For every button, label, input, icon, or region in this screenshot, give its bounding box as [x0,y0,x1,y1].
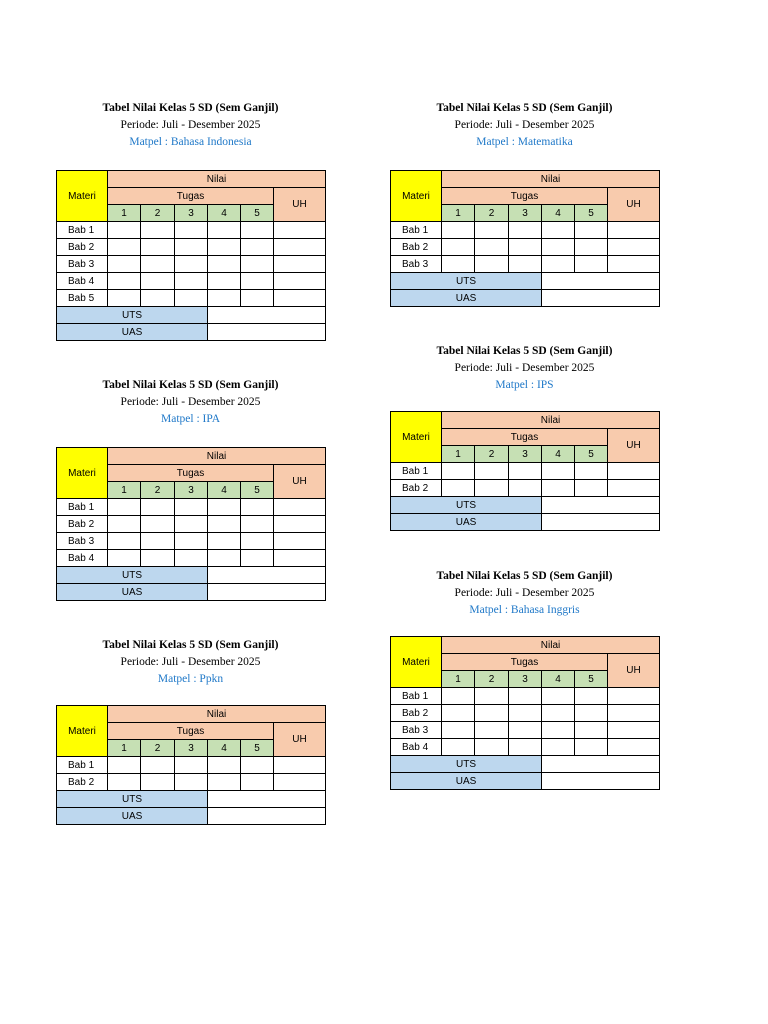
score-cell[interactable] [542,722,575,739]
uts-value-cell[interactable] [542,273,660,290]
row-label: Bab 1 [57,757,108,774]
table-header [390,100,659,151]
uh-cell[interactable] [274,290,326,307]
uas-value-cell[interactable] [208,324,326,341]
nilai-header: Nilai [108,171,326,188]
nilai-header: Nilai [108,448,326,465]
score-cell[interactable] [208,516,241,533]
score-cell[interactable] [442,463,475,480]
table-title: Tabel Nilai Kelas 5 SD (Sem Ganjil) [102,379,279,391]
score-cell[interactable] [175,533,208,550]
grade-grid [56,705,326,825]
materi-header: Materi [391,412,442,463]
score-cell[interactable] [509,722,542,739]
score-cell[interactable] [241,499,274,516]
score-cell[interactable] [542,463,575,480]
score-cell[interactable] [475,239,509,256]
table-header [56,100,325,151]
score-cell[interactable] [475,480,509,497]
score-cell[interactable] [208,533,241,550]
uh-cell[interactable] [608,239,660,256]
grade-grid [390,170,660,307]
score-cell[interactable] [108,256,141,273]
score-cell[interactable] [442,480,475,497]
tugas-number-4: 4 [208,205,241,222]
score-cell[interactable] [575,705,608,722]
tugas-number-4: 4 [542,446,575,463]
uts-label: UTS [391,497,542,514]
score-cell[interactable] [208,774,241,791]
tugas-number-3: 3 [175,205,208,222]
table-period: Periode: Juli - Desember 2025 [120,396,261,408]
grade-table-ipa [56,377,325,598]
table-row [57,290,326,307]
table-row [391,222,660,239]
uts-label: UTS [391,273,542,290]
score-cell[interactable] [108,273,141,290]
score-cell[interactable] [241,273,274,290]
score-cell[interactable] [141,222,175,239]
score-cell[interactable] [208,239,241,256]
score-cell[interactable] [542,705,575,722]
tugas-number-1: 1 [108,205,141,222]
tugas-number-1: 1 [108,740,141,757]
tugas-header: Tugas [108,723,274,740]
table-period: Periode: Juli - Desember 2025 [454,362,595,374]
score-cell[interactable] [175,550,208,567]
table-row [57,516,326,533]
uas-value-cell[interactable] [542,514,660,531]
uts-row [57,567,326,584]
uh-header: UH [608,429,660,463]
uh-cell[interactable] [608,739,660,756]
table-title: Tabel Nilai Kelas 5 SD (Sem Ganjil) [436,345,613,357]
score-cell[interactable] [575,239,608,256]
grade-grid [56,170,326,341]
score-cell[interactable] [241,533,274,550]
row-label: Bab 2 [57,774,108,791]
score-cell[interactable] [208,290,241,307]
uh-cell[interactable] [274,774,326,791]
table-row [57,533,326,550]
row-label: Bab 3 [391,722,442,739]
tugas-number-5: 5 [575,671,608,688]
uas-row [57,808,326,825]
table-title: Tabel Nilai Kelas 5 SD (Sem Ganjil) [436,570,613,582]
score-cell[interactable] [175,774,208,791]
uas-value-cell[interactable] [542,290,660,307]
grade-grid [390,411,660,531]
score-cell[interactable] [108,757,141,774]
tugas-number-5: 5 [575,446,608,463]
row-label: Bab 4 [391,739,442,756]
row-label: Bab 1 [391,222,442,239]
score-cell[interactable] [175,222,208,239]
tugas-number-4: 4 [208,482,241,499]
grade-grid [56,447,326,601]
uh-cell[interactable] [274,533,326,550]
tugas-number-5: 5 [575,205,608,222]
score-cell[interactable] [475,256,509,273]
uas-row [391,290,660,307]
uts-value-cell[interactable] [542,497,660,514]
uas-label: UAS [57,808,208,825]
uas-row [57,584,326,601]
row-label: Bab 2 [57,516,108,533]
tugas-number-3: 3 [175,482,208,499]
table-period: Periode: Juli - Desember 2025 [454,119,595,131]
table-period: Periode: Juli - Desember 2025 [454,587,595,599]
row-label: Bab 2 [391,480,442,497]
grade-grid [390,636,660,790]
nilai-header: Nilai [442,171,660,188]
score-cell[interactable] [108,239,141,256]
uas-row [57,324,326,341]
uts-row [391,497,660,514]
score-cell[interactable] [141,757,175,774]
table-row [391,463,660,480]
table-title: Tabel Nilai Kelas 5 SD (Sem Ganjil) [436,102,613,114]
tugas-number-1: 1 [442,205,475,222]
nilai-header: Nilai [442,412,660,429]
tugas-number-3: 3 [175,740,208,757]
uh-cell[interactable] [274,239,326,256]
score-cell[interactable] [509,705,542,722]
tugas-header: Tugas [442,654,608,671]
score-cell[interactable] [208,273,241,290]
grade-table-bahasa-inggris [390,568,659,787]
score-cell[interactable] [575,739,608,756]
score-cell[interactable] [509,222,542,239]
score-cell[interactable] [442,239,475,256]
uts-label: UTS [391,756,542,773]
score-cell[interactable] [442,722,475,739]
uh-header: UH [274,465,326,499]
row-label: Bab 1 [57,499,108,516]
tugas-header: Tugas [442,188,608,205]
score-cell[interactable] [509,463,542,480]
score-cell[interactable] [175,757,208,774]
uts-row [57,791,326,808]
table-row [391,480,660,497]
row-label: Bab 3 [391,256,442,273]
score-cell[interactable] [575,256,608,273]
table-header [56,377,325,428]
nilai-header: Nilai [108,706,326,723]
tugas-number-4: 4 [208,740,241,757]
score-cell[interactable] [141,516,175,533]
uas-label: UAS [391,514,542,531]
score-cell[interactable] [575,480,608,497]
score-cell[interactable] [241,516,274,533]
uas-value-cell[interactable] [208,808,326,825]
table-subject: Matpel : IPA [161,413,220,425]
score-cell[interactable] [108,222,141,239]
uh-cell[interactable] [274,550,326,567]
table-header [390,568,659,619]
row-label: Bab 1 [391,463,442,480]
score-cell[interactable] [542,256,575,273]
table-row [391,239,660,256]
score-cell[interactable] [241,774,274,791]
tugas-header: Tugas [108,188,274,205]
grade-table-matematika [390,100,659,304]
score-cell[interactable] [241,757,274,774]
tugas-number-5: 5 [241,740,274,757]
score-cell[interactable] [208,499,241,516]
tugas-number-3: 3 [509,671,542,688]
row-label: Bab 1 [57,222,108,239]
tugas-number-4: 4 [542,205,575,222]
tugas-number-3: 3 [509,205,542,222]
score-cell[interactable] [442,688,475,705]
table-header [56,637,325,688]
score-cell[interactable] [475,463,509,480]
table-subject: Matpel : Bahasa Inggris [469,604,580,616]
row-label: Bab 3 [57,256,108,273]
tugas-number-1: 1 [108,482,141,499]
score-cell[interactable] [542,688,575,705]
uh-cell[interactable] [274,256,326,273]
score-cell[interactable] [575,463,608,480]
score-cell[interactable] [108,533,141,550]
uas-row [391,514,660,531]
uh-header: UH [608,654,660,688]
score-cell[interactable] [108,774,141,791]
uh-cell[interactable] [274,273,326,290]
score-cell[interactable] [175,290,208,307]
uas-label: UAS [57,324,208,341]
table-row [391,688,660,705]
tugas-number-5: 5 [241,482,274,499]
score-cell[interactable] [108,290,141,307]
row-label: Bab 2 [57,239,108,256]
materi-header: Materi [391,171,442,222]
materi-header: Materi [391,637,442,688]
row-label: Bab 5 [57,290,108,307]
uts-row [57,307,326,324]
grade-table-ppkn [56,637,325,822]
row-label: Bab 3 [57,533,108,550]
score-cell[interactable] [542,222,575,239]
score-cell[interactable] [575,688,608,705]
score-cell[interactable] [475,688,509,705]
score-cell[interactable] [241,290,274,307]
table-row [57,757,326,774]
uts-label: UTS [57,791,208,808]
materi-header: Materi [57,171,108,222]
uts-value-cell[interactable] [208,307,326,324]
tugas-number-2: 2 [475,205,509,222]
uts-value-cell[interactable] [208,791,326,808]
uas-label: UAS [391,290,542,307]
table-title: Tabel Nilai Kelas 5 SD (Sem Ganjil) [102,102,279,114]
score-cell[interactable] [509,480,542,497]
materi-header: Materi [57,448,108,499]
score-cell[interactable] [509,739,542,756]
score-cell[interactable] [141,273,175,290]
table-row [391,256,660,273]
uts-row [391,273,660,290]
score-cell[interactable] [141,499,175,516]
tugas-header: Tugas [108,465,274,482]
tugas-header: Tugas [442,429,608,446]
tugas-number-3: 3 [509,446,542,463]
uts-label: UTS [57,307,208,324]
score-cell[interactable] [141,290,175,307]
grade-table-ips [390,343,659,528]
score-cell[interactable] [475,739,509,756]
uas-row [391,773,660,790]
tugas-number-2: 2 [141,482,175,499]
tugas-number-1: 1 [442,446,475,463]
grade-table-bahasa-indonesia [56,100,325,338]
table-header [390,343,659,394]
score-cell[interactable] [141,550,175,567]
table-subject: Matpel : IPS [495,379,554,391]
score-cell[interactable] [208,757,241,774]
tugas-number-2: 2 [475,446,509,463]
uts-row [391,756,660,773]
table-subject: Matpel : Bahasa Indonesia [129,136,252,148]
score-cell[interactable] [108,516,141,533]
table-title: Tabel Nilai Kelas 5 SD (Sem Ganjil) [102,639,279,651]
uh-cell[interactable] [274,757,326,774]
uh-header: UH [274,723,326,757]
score-cell[interactable] [141,774,175,791]
score-cell[interactable] [241,256,274,273]
table-row [57,273,326,290]
score-cell[interactable] [175,499,208,516]
uas-label: UAS [391,773,542,790]
uas-label: UAS [57,584,208,601]
table-row [391,705,660,722]
uas-value-cell[interactable] [542,773,660,790]
uh-header: UH [274,188,326,222]
score-cell[interactable] [108,550,141,567]
score-cell[interactable] [141,256,175,273]
score-cell[interactable] [542,239,575,256]
score-cell[interactable] [442,222,475,239]
score-cell[interactable] [241,550,274,567]
table-row [57,774,326,791]
score-cell[interactable] [175,256,208,273]
tugas-number-2: 2 [141,205,175,222]
score-cell[interactable] [175,239,208,256]
uts-value-cell[interactable] [208,567,326,584]
score-cell[interactable] [175,516,208,533]
table-period: Periode: Juli - Desember 2025 [120,656,261,668]
uh-cell[interactable] [274,499,326,516]
uts-value-cell[interactable] [542,756,660,773]
table-row [391,722,660,739]
score-cell[interactable] [108,499,141,516]
materi-header: Materi [57,706,108,757]
tugas-number-2: 2 [141,740,175,757]
score-cell[interactable] [241,239,274,256]
table-row [57,499,326,516]
score-cell[interactable] [208,256,241,273]
tugas-number-5: 5 [241,205,274,222]
row-label: Bab 4 [57,273,108,290]
score-cell[interactable] [475,222,509,239]
score-cell[interactable] [141,239,175,256]
uh-cell[interactable] [608,705,660,722]
uh-cell[interactable] [608,722,660,739]
table-period: Periode: Juli - Desember 2025 [120,119,261,131]
score-cell[interactable] [509,256,542,273]
uts-label: UTS [57,567,208,584]
score-cell[interactable] [442,705,475,722]
score-cell[interactable] [208,222,241,239]
score-cell[interactable] [542,480,575,497]
score-cell[interactable] [575,222,608,239]
score-cell[interactable] [509,688,542,705]
table-row [57,239,326,256]
table-row [57,222,326,239]
table-row [57,256,326,273]
nilai-header: Nilai [442,637,660,654]
table-row [57,550,326,567]
score-cell[interactable] [241,222,274,239]
uh-cell[interactable] [608,463,660,480]
score-cell[interactable] [442,739,475,756]
tugas-number-1: 1 [442,671,475,688]
score-cell[interactable] [442,256,475,273]
score-cell[interactable] [141,533,175,550]
score-cell[interactable] [542,739,575,756]
table-row [391,739,660,756]
score-cell[interactable] [175,273,208,290]
uh-cell[interactable] [274,516,326,533]
uh-header: UH [608,188,660,222]
row-label: Bab 1 [391,688,442,705]
score-cell[interactable] [509,239,542,256]
row-label: Bab 2 [391,705,442,722]
table-subject: Matpel : Ppkn [157,673,224,685]
uas-value-cell[interactable] [208,584,326,601]
uh-cell[interactable] [608,480,660,497]
score-cell[interactable] [208,550,241,567]
score-cell[interactable] [475,722,509,739]
uh-cell[interactable] [608,688,660,705]
tugas-number-4: 4 [542,671,575,688]
score-cell[interactable] [475,705,509,722]
score-cell[interactable] [575,722,608,739]
uh-cell[interactable] [608,256,660,273]
table-subject: Matpel : Matematika [476,136,573,148]
row-label: Bab 2 [391,239,442,256]
uh-cell[interactable] [608,222,660,239]
tugas-number-2: 2 [475,671,509,688]
row-label: Bab 4 [57,550,108,567]
uh-cell[interactable] [274,222,326,239]
